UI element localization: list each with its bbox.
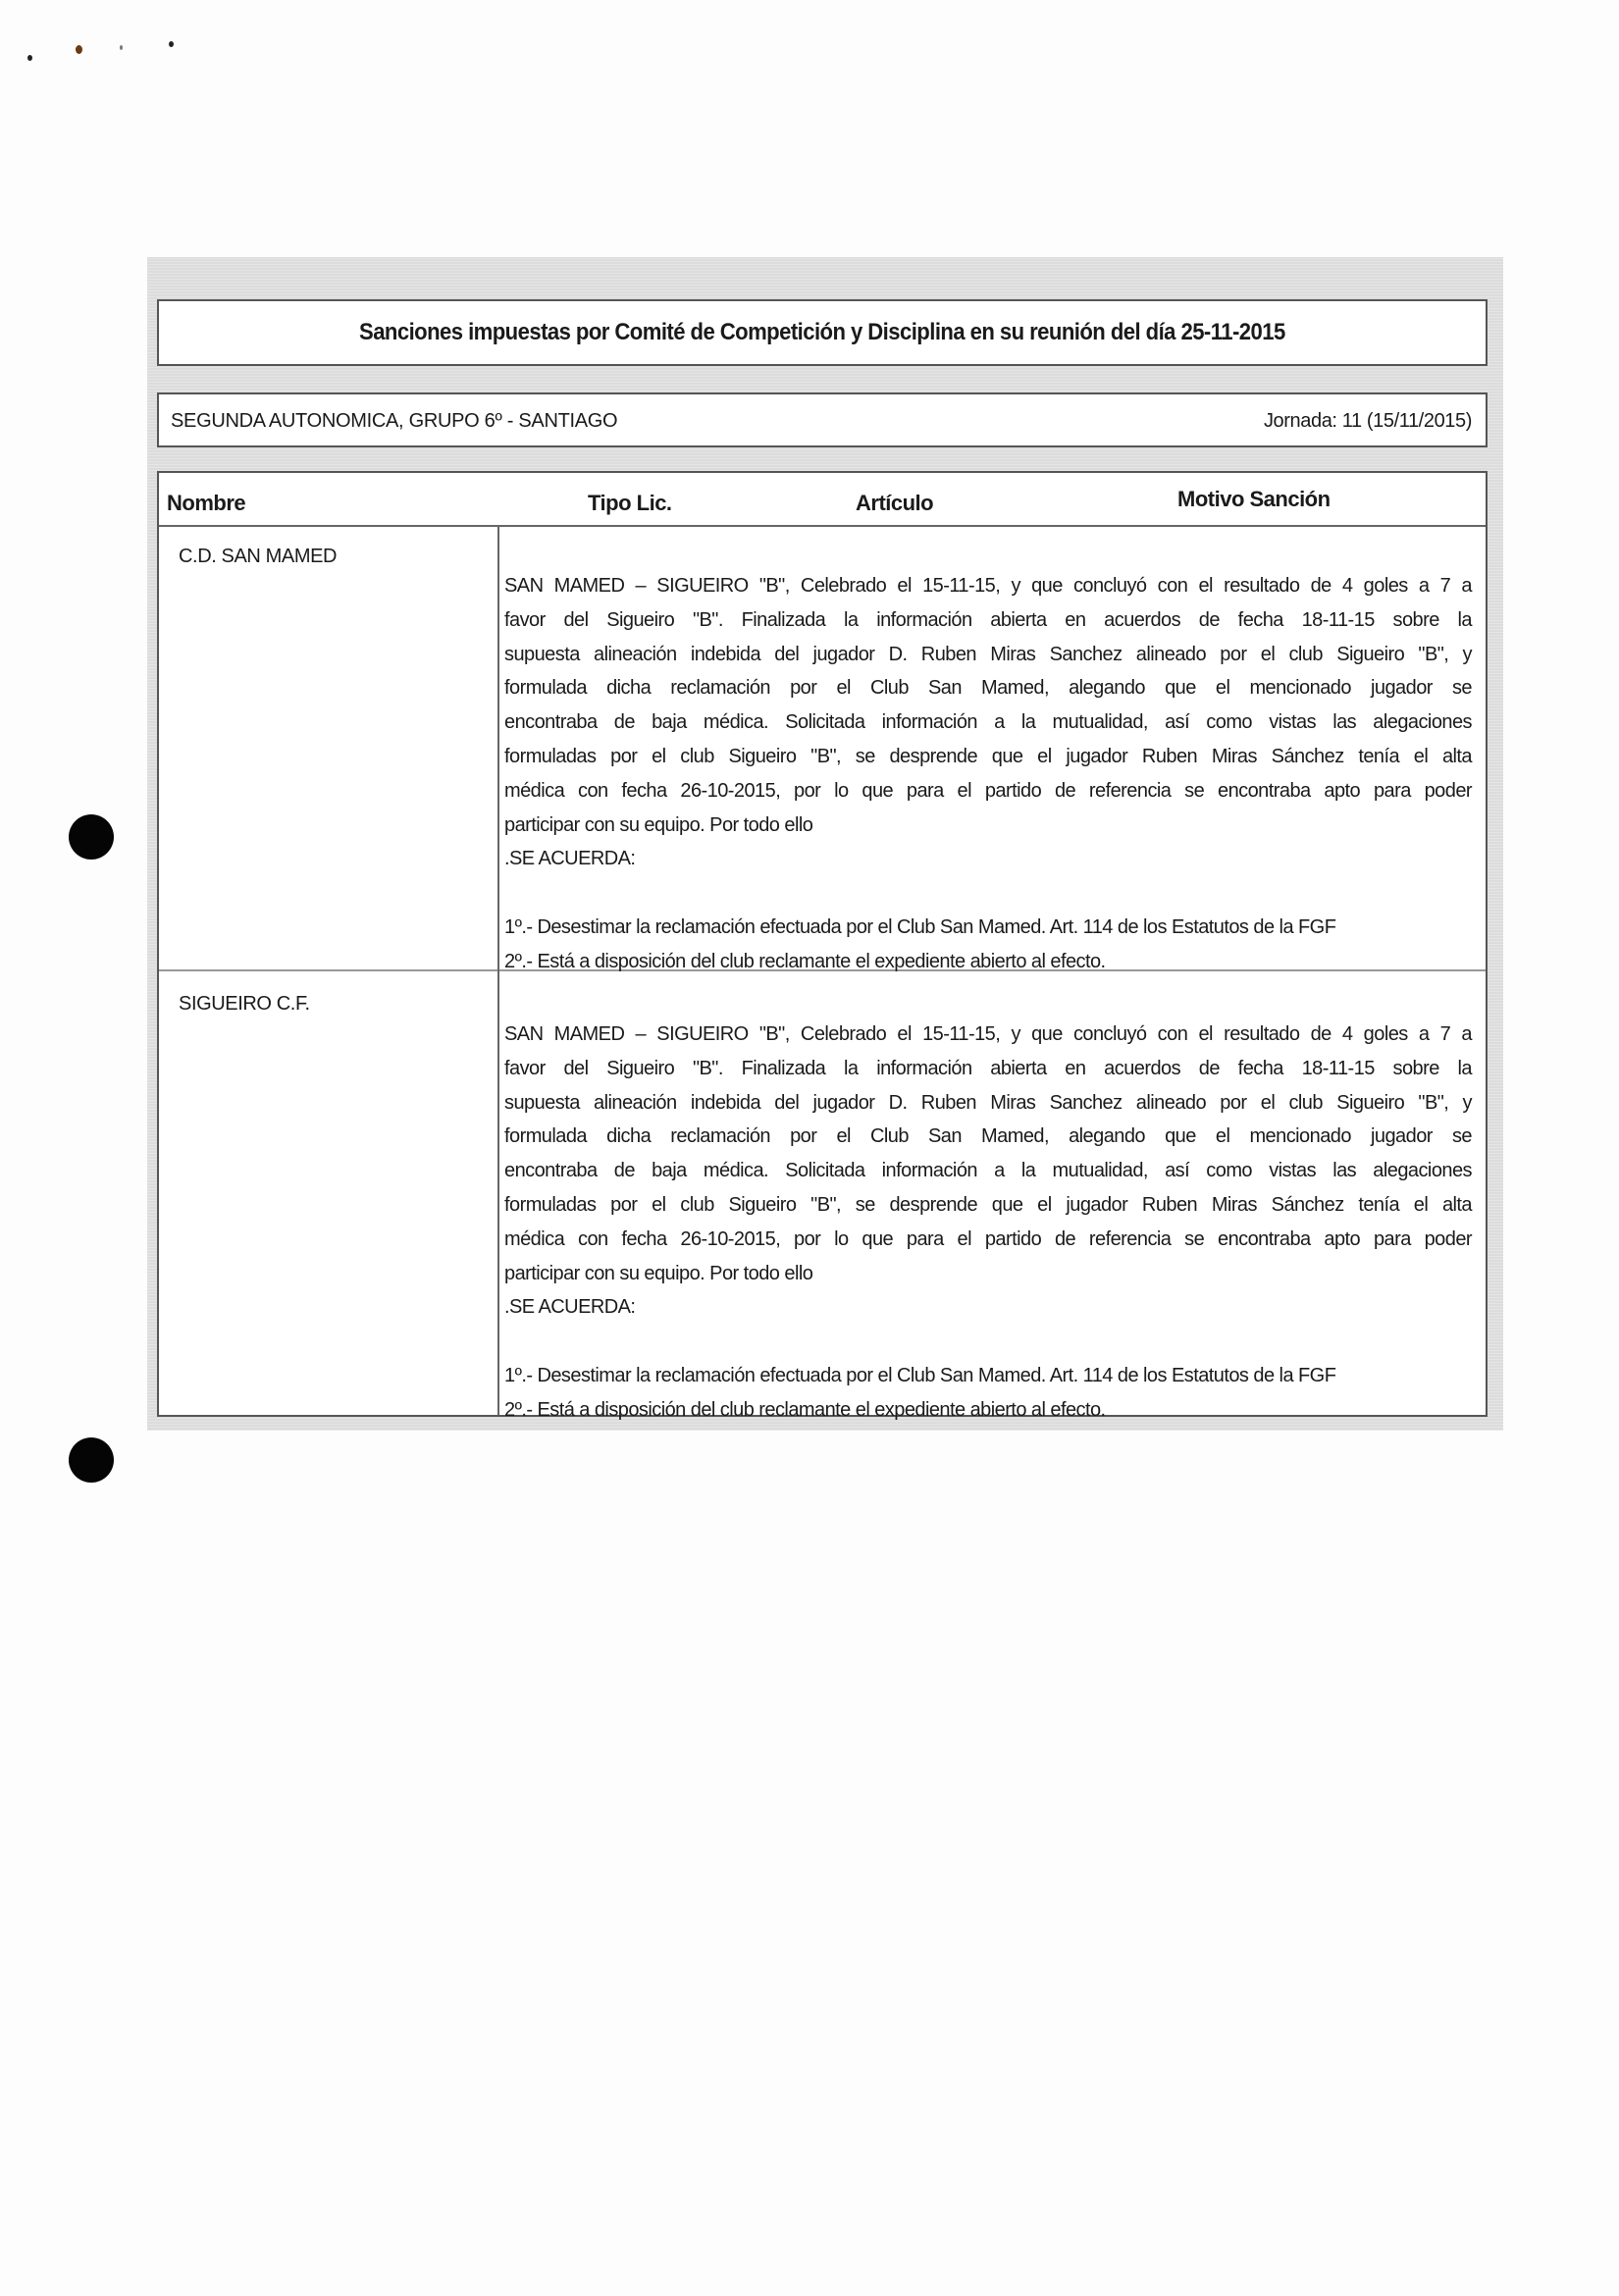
column-divider	[497, 527, 499, 1415]
text-line: participar con su equipo. Por todo ello	[504, 813, 813, 836]
text-line: formuladas por el club Sigueiro "B", se desprende que el jugador Ruben Miras Sánchez tenía el alta	[504, 1193, 1472, 1216]
row-name: C.D. SAN MAMED	[179, 546, 338, 567]
punch-hole	[69, 1437, 114, 1483]
round-info: Jornada: 11 (15/11/2015)	[1263, 410, 1472, 432]
header-divider	[159, 525, 1486, 527]
resolution-item: 2º.- Está a disposición del club reclamante el expediente abierto al efecto.	[504, 1398, 1106, 1421]
text-line: formulada dicha reclamación por el Club San Mamed, alegando que el mencionado jugador se	[504, 677, 1472, 700]
resolution-item: 1º.- Desestimar la reclamación efectuada por el Club San Mamed. Art. 114 de los Estatutos de la FGF	[504, 1364, 1336, 1386]
scan-speck	[76, 45, 82, 54]
text-line: médica con fecha 26-10-2015, por lo que para el partido de referencia se encontraba apto para poder	[504, 1227, 1472, 1250]
text-line: encontraba de baja médica. Solicitada información a la mutualidad, así como vistas las alegaciones	[504, 1160, 1472, 1182]
sanctions-table	[157, 471, 1488, 1421]
competition-box	[157, 392, 1488, 447]
sanction-reason	[504, 569, 1472, 979]
text-line: supuesta alineación indebida del jugador D. Ruben Miras Sanchez alineado por el club Sigueiro "B", y	[504, 1091, 1472, 1114]
text-line: médica con fecha 26-10-2015, por lo que para el partido de referencia se encontraba apto para poder	[504, 779, 1472, 802]
document-title: Sanciones impuestas por Comité de Competición y Disciplina en su reunión del día 25-11-2015	[359, 319, 1285, 345]
text-line: favor del Sigueiro "B". Finalizada la información abierta en acuerdos de fecha 18-11-15 sobre la	[504, 1057, 1472, 1079]
scan-speck	[27, 55, 32, 61]
text-line: .SE ACUERDA:	[504, 1296, 636, 1319]
header-nombre: Nombre	[167, 491, 246, 515]
text-line: favor del Sigueiro "B". Finalizada la información abierta en acuerdos de fecha 18-11-15 sobre la	[504, 608, 1472, 631]
text-line: encontraba de baja médica. Solicitada información a la mutualidad, así como vistas las alegaciones	[504, 711, 1472, 734]
resolution-item: 2º.- Está a disposición del club reclamante el expediente abierto al efecto.	[504, 950, 1106, 972]
text-line: participar con su equipo. Por todo ello	[504, 1262, 813, 1284]
title-box	[157, 299, 1488, 366]
text-line: SAN MAMED – SIGUEIRO "B", Celebrado el 15-11-15, y que concluyó con el resultado de 4 goles a 7 a	[504, 1023, 1472, 1045]
scan-speck	[169, 41, 174, 47]
text-line: formuladas por el club Sigueiro "B", se desprende que el jugador Ruben Miras Sánchez tenía el alta	[504, 745, 1472, 767]
text-line: .SE ACUERDA:	[504, 848, 636, 870]
row-name: SIGUEIRO C.F.	[179, 993, 310, 1015]
scan-speck	[120, 45, 123, 50]
text-line: supuesta alineación indebida del jugador D. Ruben Miras Sanchez alineado por el club Sigueiro "B", y	[504, 643, 1472, 665]
header-motivo-sancion: Motivo Sanción	[1177, 487, 1331, 511]
text-line: formulada dicha reclamación por el Club San Mamed, alegando que el mencionado jugador se	[504, 1125, 1472, 1148]
resolution-item: 1º.- Desestimar la reclamación efectuada por el Club San Mamed. Art. 114 de los Estatutos de la FGF	[504, 915, 1336, 938]
sanction-reason	[504, 1018, 1472, 1428]
header-articulo: Artículo	[856, 491, 934, 515]
text-line: SAN MAMED – SIGUEIRO "B", Celebrado el 15-11-15, y que concluyó con el resultado de 4 goles a 7 a	[504, 575, 1472, 597]
punch-hole	[69, 814, 114, 860]
header-tipo-lic: Tipo Lic.	[588, 491, 672, 515]
competition-name: SEGUNDA AUTONOMICA, GRUPO 6º - SANTIAGO	[171, 410, 618, 432]
